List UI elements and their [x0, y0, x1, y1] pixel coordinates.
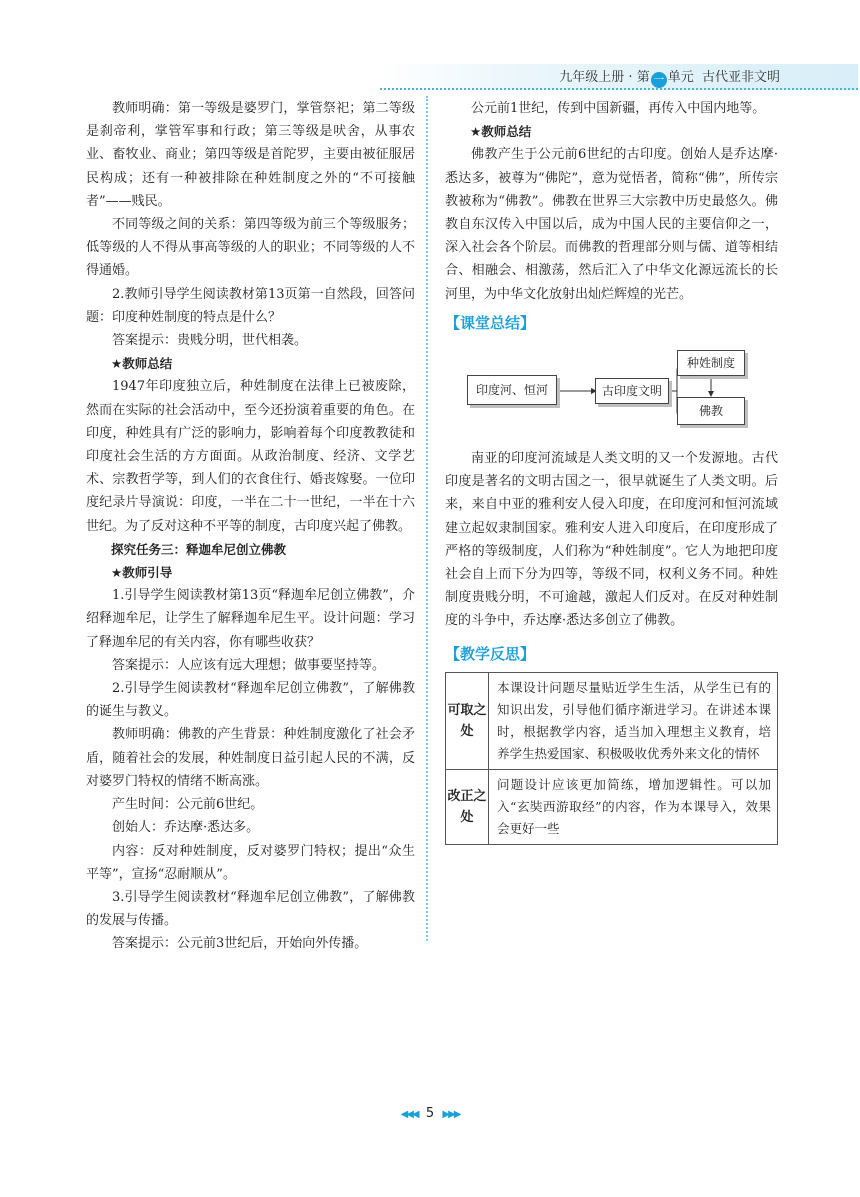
- left-column: [86, 97, 415, 956]
- teacher-summary-heading: ★教师总结: [470, 124, 532, 140]
- diagram-node-caste: 种姓制度: [677, 350, 745, 376]
- paragraph: 2.引导学生阅读教材“释迦牟尼创立佛教”，了解佛教的诞生与教义。: [86, 681, 415, 720]
- page-header: [380, 64, 858, 90]
- paragraph: 南亚的印度河流域是人类文明的又一个发源地。古代印度是著名的文明古国之一，很早就诞生了人类文明。后来，来自中亚的雅利安人侵入印度，在印度河和恒河流域建立起奴隶制国家。雅利安人进入印度后，在印度形成了严格的等级制度，人们称为“种姓制度”。它人为地把印度社会自上而下分为四等，等级不同，权利义务不同。种姓制度贵贱分明，不可逾越，激起人们反对。在反对种姓制度的斗争中，乔达摩·悉达多创立了佛教。: [445, 451, 778, 629]
- unit-number-badge: 一: [651, 72, 667, 88]
- table-row: [446, 672, 778, 769]
- task-heading: 探究任务三：释迦牟尼创立佛教: [111, 541, 287, 557]
- paragraph: 佛教产生于公元前6世纪的古印度。创始人是乔达摩·悉达多，被尊为“佛陀”，意为觉悟者，简称“佛”，所传宗教被称为“佛教”。佛教在世界三大宗教中历史最悠久。佛教自东汉传入中国以后，成为中国人民的主要信仰之一，深入社会各个阶层。而佛教的哲理部分则与儒、道等相结合、相融会、相激荡，然后汇入了中华文化源远流长的长河里，为中华文化放射出灿烂辉煌的光芒。: [445, 147, 778, 302]
- class-summary-title: 【课堂总结】: [445, 313, 536, 332]
- header-unit-title: 古代亚非文明: [701, 70, 780, 85]
- improve-label: 改正之处: [446, 769, 489, 844]
- page-number: 5: [425, 1106, 435, 1121]
- teacher-summary-heading: ★教师总结: [111, 356, 173, 372]
- header-grade: 九年级上册 · 第: [559, 70, 650, 85]
- paragraph: 1.引导学生阅读教材第13页“释迦牟尼创立佛教”，介绍释迦牟尼，让学生了解释迦牟尼生平。设计问题：学习了释迦牟尼的有关内容，你有哪些收获？: [86, 588, 415, 650]
- right-column: [445, 97, 778, 845]
- paragraph: 公元前1世纪，传到中国新疆，再传入中国内地等。: [471, 101, 766, 116]
- improve-text: 问题设计应该更加简练，增加逻辑性。可以加入“玄奘西游取经”的内容，作为本课导入，效果会更好一些: [489, 769, 778, 844]
- reflection-title: 【教学反思】: [445, 644, 536, 663]
- next-arrows-icon: ▶▶▶: [442, 1109, 460, 1120]
- diagram-node-origin: 印度河、恒河: [467, 375, 557, 405]
- paragraph: 教师明确：佛教的产生背景：种姓制度激化了社会矛盾，随着社会的发展，种姓制度日益引起人民的不满，反对婆罗门特权的情绪不断高涨。: [86, 727, 415, 789]
- summary-diagram: [445, 345, 778, 435]
- strengths-text: 本课设计问题尽量贴近学生生活，从学生已有的知识出发，引导他们循序渐进学习。在讲述本课时，根据教学内容，适当加入理想主义教育，培养学生热爱国家、积极吸收优秀外来文化的情怀: [489, 672, 778, 769]
- reflection-table: [445, 672, 778, 845]
- paragraph: 答案提示：贵贱分明，世代相袭。: [112, 333, 308, 349]
- diagram-node-civilization: 古印度文明: [595, 378, 669, 404]
- paragraph: 答案提示：公元前3世纪后，开始向外传播。: [112, 936, 368, 952]
- header-unit-suffix: 单元: [667, 70, 694, 85]
- prev-arrows-icon: ◀◀◀: [400, 1109, 418, 1120]
- teacher-guide-heading: ★教师引导: [111, 565, 173, 581]
- paragraph: 产生时间：公元前6世纪。: [112, 797, 264, 813]
- paragraph: 不同等级之间的关系：第四等级为前三个等级服务；低等级的人不得从事高等级的人的职业；不同等级的人不得通婚。: [86, 217, 415, 279]
- page-footer: [380, 1106, 480, 1121]
- diagram-node-buddhism: 佛教: [677, 397, 745, 425]
- header-text: [559, 66, 780, 88]
- paragraph: 教师明确：第一等级是婆罗门，掌管祭祀；第二等级是刹帝利，掌管军事和行政；第三等级是吠舍，从事农业、畜牧业、商业；第四等级是首陀罗，主要由被征服居民构成；还有一种被排除在种姓制度之外的“不可接触者”——贱民。: [86, 101, 415, 209]
- paragraph: 2.教师引导学生阅读教材第13页第一自然段，回答问题：印度种姓制度的特点是什么？: [86, 286, 415, 325]
- paragraph: 1947年印度独立后，种姓制度在法律上已被废除，然而在实际的社会活动中，至今还扮演着重要的角色。在印度，种姓具有广泛的影响力，影响着每个印度教教徒和印度社会生活的方方面面。从政治制度、经济、文学艺术、宗教哲学等，到人们的衣食住行、婚丧嫁娶。一位印度纪录片导演说：印度，一半在二十一世纪，一半在十六世纪。为了反对这种不平等的制度，古印度兴起了佛教。: [86, 379, 415, 534]
- strengths-label: 可取之处: [446, 672, 489, 769]
- paragraph: 答案提示：人应该有远大理想；做事要坚持等。: [112, 657, 386, 673]
- paragraph: 内容：反对种姓制度，反对婆罗门特权；提出“众生平等”，宣扬“忍耐顺从”。: [86, 843, 415, 882]
- table-row: [446, 769, 778, 844]
- paragraph: 3.引导学生阅读教材“释迦牟尼创立佛教”，了解佛教的发展与传播。: [86, 889, 415, 929]
- column-divider: [426, 96, 428, 941]
- paragraph: 创始人：乔达摩·悉达多。: [112, 820, 260, 836]
